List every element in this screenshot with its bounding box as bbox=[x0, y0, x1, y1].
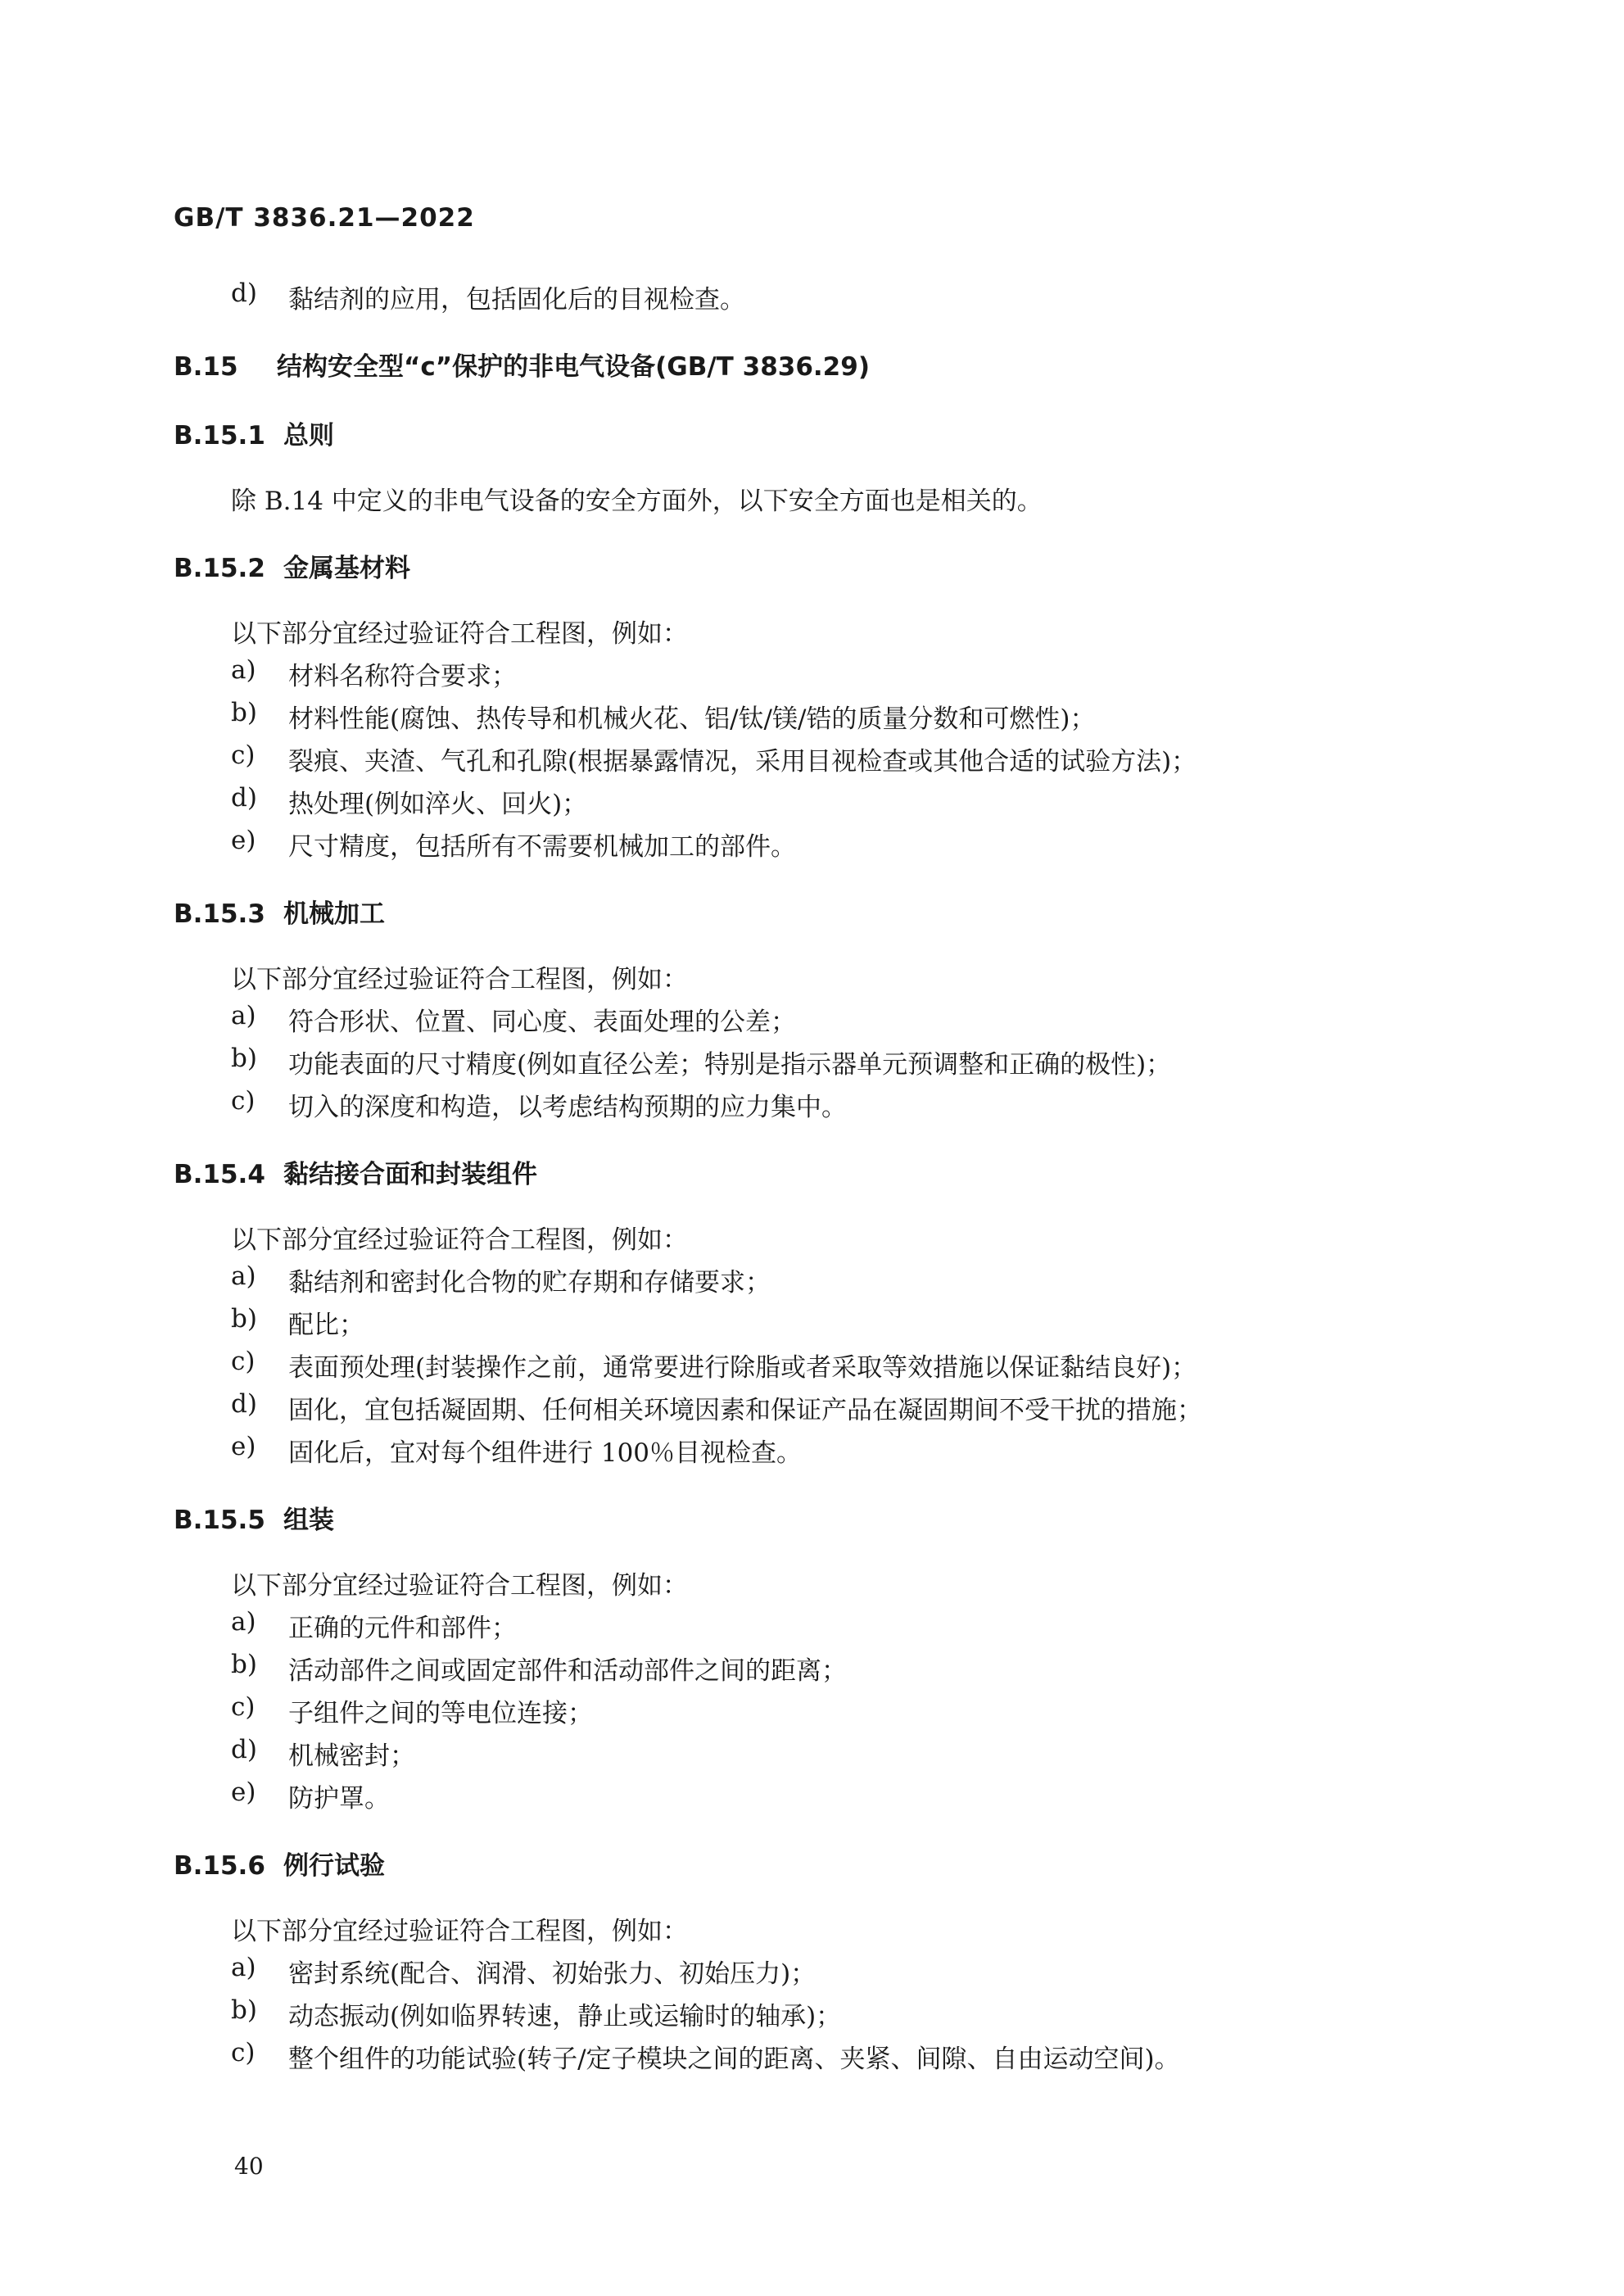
list-item-text: 固化，宜包括凝固期、任何相关环境因素和保证产品在凝固期间不受干扰的措施； bbox=[288, 1396, 1202, 1425]
list-item-label: e) bbox=[231, 1777, 256, 1807]
list-item-label: c) bbox=[231, 1347, 256, 1376]
list-item-text: 防护罩。 bbox=[288, 1784, 390, 1814]
section-title: 结构安全型“c”保护的非电气设备(GB/T 3836.29) bbox=[277, 352, 870, 382]
list-item-text: 黏结剂和密封化合物的贮存期和存储要求； bbox=[288, 1268, 771, 1297]
subsection-heading bbox=[174, 1153, 537, 1190]
subsection-title: 金属基材料 bbox=[283, 554, 410, 583]
page-number: 40 bbox=[234, 2153, 264, 2180]
subsection-paragraph: 以下部分宜经过验证符合工程图，例如： bbox=[231, 1917, 688, 1946]
list-item-text: 表面预处理(封装操作之前，通常要进行除脂或者采取等效措施以保证黏结良好)； bbox=[288, 1353, 1197, 1383]
list-item-text: 符合形状、位置、同心度、表面处理的公差； bbox=[288, 1008, 796, 1037]
subsection-heading bbox=[174, 1499, 334, 1536]
list-item-label: a) bbox=[231, 1953, 256, 1982]
list-item-label: d) bbox=[231, 1389, 257, 1419]
subsection-title: 组装 bbox=[283, 1506, 334, 1535]
subsection-paragraph: 以下部分宜经过验证符合工程图，例如： bbox=[231, 1571, 688, 1601]
list-item-text: 正确的元件和部件； bbox=[288, 1614, 517, 1643]
list-item-text: 功能表面的尺寸精度(例如直径公差；特别是指示器单元预调整和正确的极性)； bbox=[288, 1050, 1172, 1080]
list-item-text: 动态振动(例如临界转速，静止或运输时的轴承)； bbox=[288, 2002, 842, 2031]
list-item-label: d) bbox=[231, 783, 257, 813]
list-item-text: 密封系统(配合、润滑、初始张力、初始压力)； bbox=[288, 1959, 817, 1989]
list-item-label: c) bbox=[231, 2038, 256, 2067]
list-item-label: b) bbox=[231, 1650, 257, 1679]
subsection-title: 例行试验 bbox=[283, 1851, 385, 1881]
list-item-label: e) bbox=[231, 826, 256, 855]
list-item-label: a) bbox=[231, 1607, 256, 1637]
section-number: B.15 bbox=[174, 352, 238, 382]
list-item-label: b) bbox=[231, 698, 257, 727]
subsection-title: 总则 bbox=[283, 421, 334, 451]
subsection-number: B.15.2 bbox=[174, 554, 265, 583]
list-item-label: a) bbox=[231, 1261, 256, 1291]
list-item-label: e) bbox=[231, 1432, 256, 1461]
list-item-text: 整个组件的功能试验(转子/定子模块之间的距离、夹紧、间隙、自由运动空间)。 bbox=[288, 2045, 1180, 2074]
list-item-label: b) bbox=[231, 1995, 257, 2025]
subsection-paragraph: 以下部分宜经过验证符合工程图，例如： bbox=[231, 1225, 688, 1255]
list-item-text: 配比； bbox=[288, 1311, 364, 1340]
list-item-label: a) bbox=[231, 1001, 256, 1030]
list-item-text: 材料名称符合要求； bbox=[288, 662, 517, 691]
list-item-label: c) bbox=[231, 740, 256, 770]
subsection-paragraph: 除 B.14 中定义的非电气设备的安全方面外，以下安全方面也是相关的。 bbox=[231, 487, 1043, 516]
subsection-heading bbox=[174, 414, 334, 451]
subsection-number: B.15.4 bbox=[174, 1160, 265, 1189]
intro-item-text: 黏结剂的应用，包括固化后的目视检查。 bbox=[288, 285, 745, 315]
list-item-text: 热处理(例如淬火、回火)； bbox=[288, 790, 588, 819]
list-item-text: 活动部件之间或固定部件和活动部件之间的距离； bbox=[288, 1656, 847, 1686]
list-item-text: 子组件之间的等电位连接； bbox=[288, 1699, 593, 1728]
list-item-text: 尺寸精度，包括所有不需要机械加工的部件。 bbox=[288, 832, 796, 862]
list-item-text: 切入的深度和构造，以考虑结构预期的应力集中。 bbox=[288, 1093, 847, 1122]
list-item-text: 固化后，宜对每个组件进行 100％目视检查。 bbox=[288, 1438, 803, 1468]
subsection-number: B.15.3 bbox=[174, 899, 265, 929]
subsection-paragraph: 以下部分宜经过验证符合工程图，例如： bbox=[231, 619, 688, 649]
subsection-heading bbox=[174, 547, 410, 584]
list-item-text: 材料性能(腐蚀、热传导和机械火花、铝/钛/镁/锆的质量分数和可燃性)； bbox=[288, 704, 1096, 734]
document-standard-id: GB/T 3836.21—2022 bbox=[174, 203, 475, 233]
section-heading bbox=[174, 346, 870, 383]
subsection-heading bbox=[174, 893, 385, 930]
subsection-heading bbox=[174, 1845, 385, 1882]
list-item-label: b) bbox=[231, 1304, 257, 1334]
list-item-label: c) bbox=[231, 1086, 256, 1116]
list-item-label: b) bbox=[231, 1044, 257, 1073]
intro-item-label: d) bbox=[231, 279, 257, 308]
list-item-text: 裂痕、夹渣、气孔和孔隙(根据暴露情况，采用目视检查或其他合适的试验方法)； bbox=[288, 747, 1197, 777]
subsection-number: B.15.6 bbox=[174, 1851, 265, 1881]
subsection-number: B.15.1 bbox=[174, 421, 265, 451]
list-item-label: d) bbox=[231, 1735, 257, 1764]
subsection-title: 黏结接合面和封装组件 bbox=[283, 1160, 537, 1189]
subsection-number: B.15.5 bbox=[174, 1506, 265, 1535]
subsection-title: 机械加工 bbox=[283, 899, 385, 929]
list-item-label: a) bbox=[231, 655, 256, 685]
list-item-label: c) bbox=[231, 1692, 256, 1722]
list-item-text: 机械密封； bbox=[288, 1741, 415, 1771]
subsection-paragraph: 以下部分宜经过验证符合工程图，例如： bbox=[231, 965, 688, 994]
